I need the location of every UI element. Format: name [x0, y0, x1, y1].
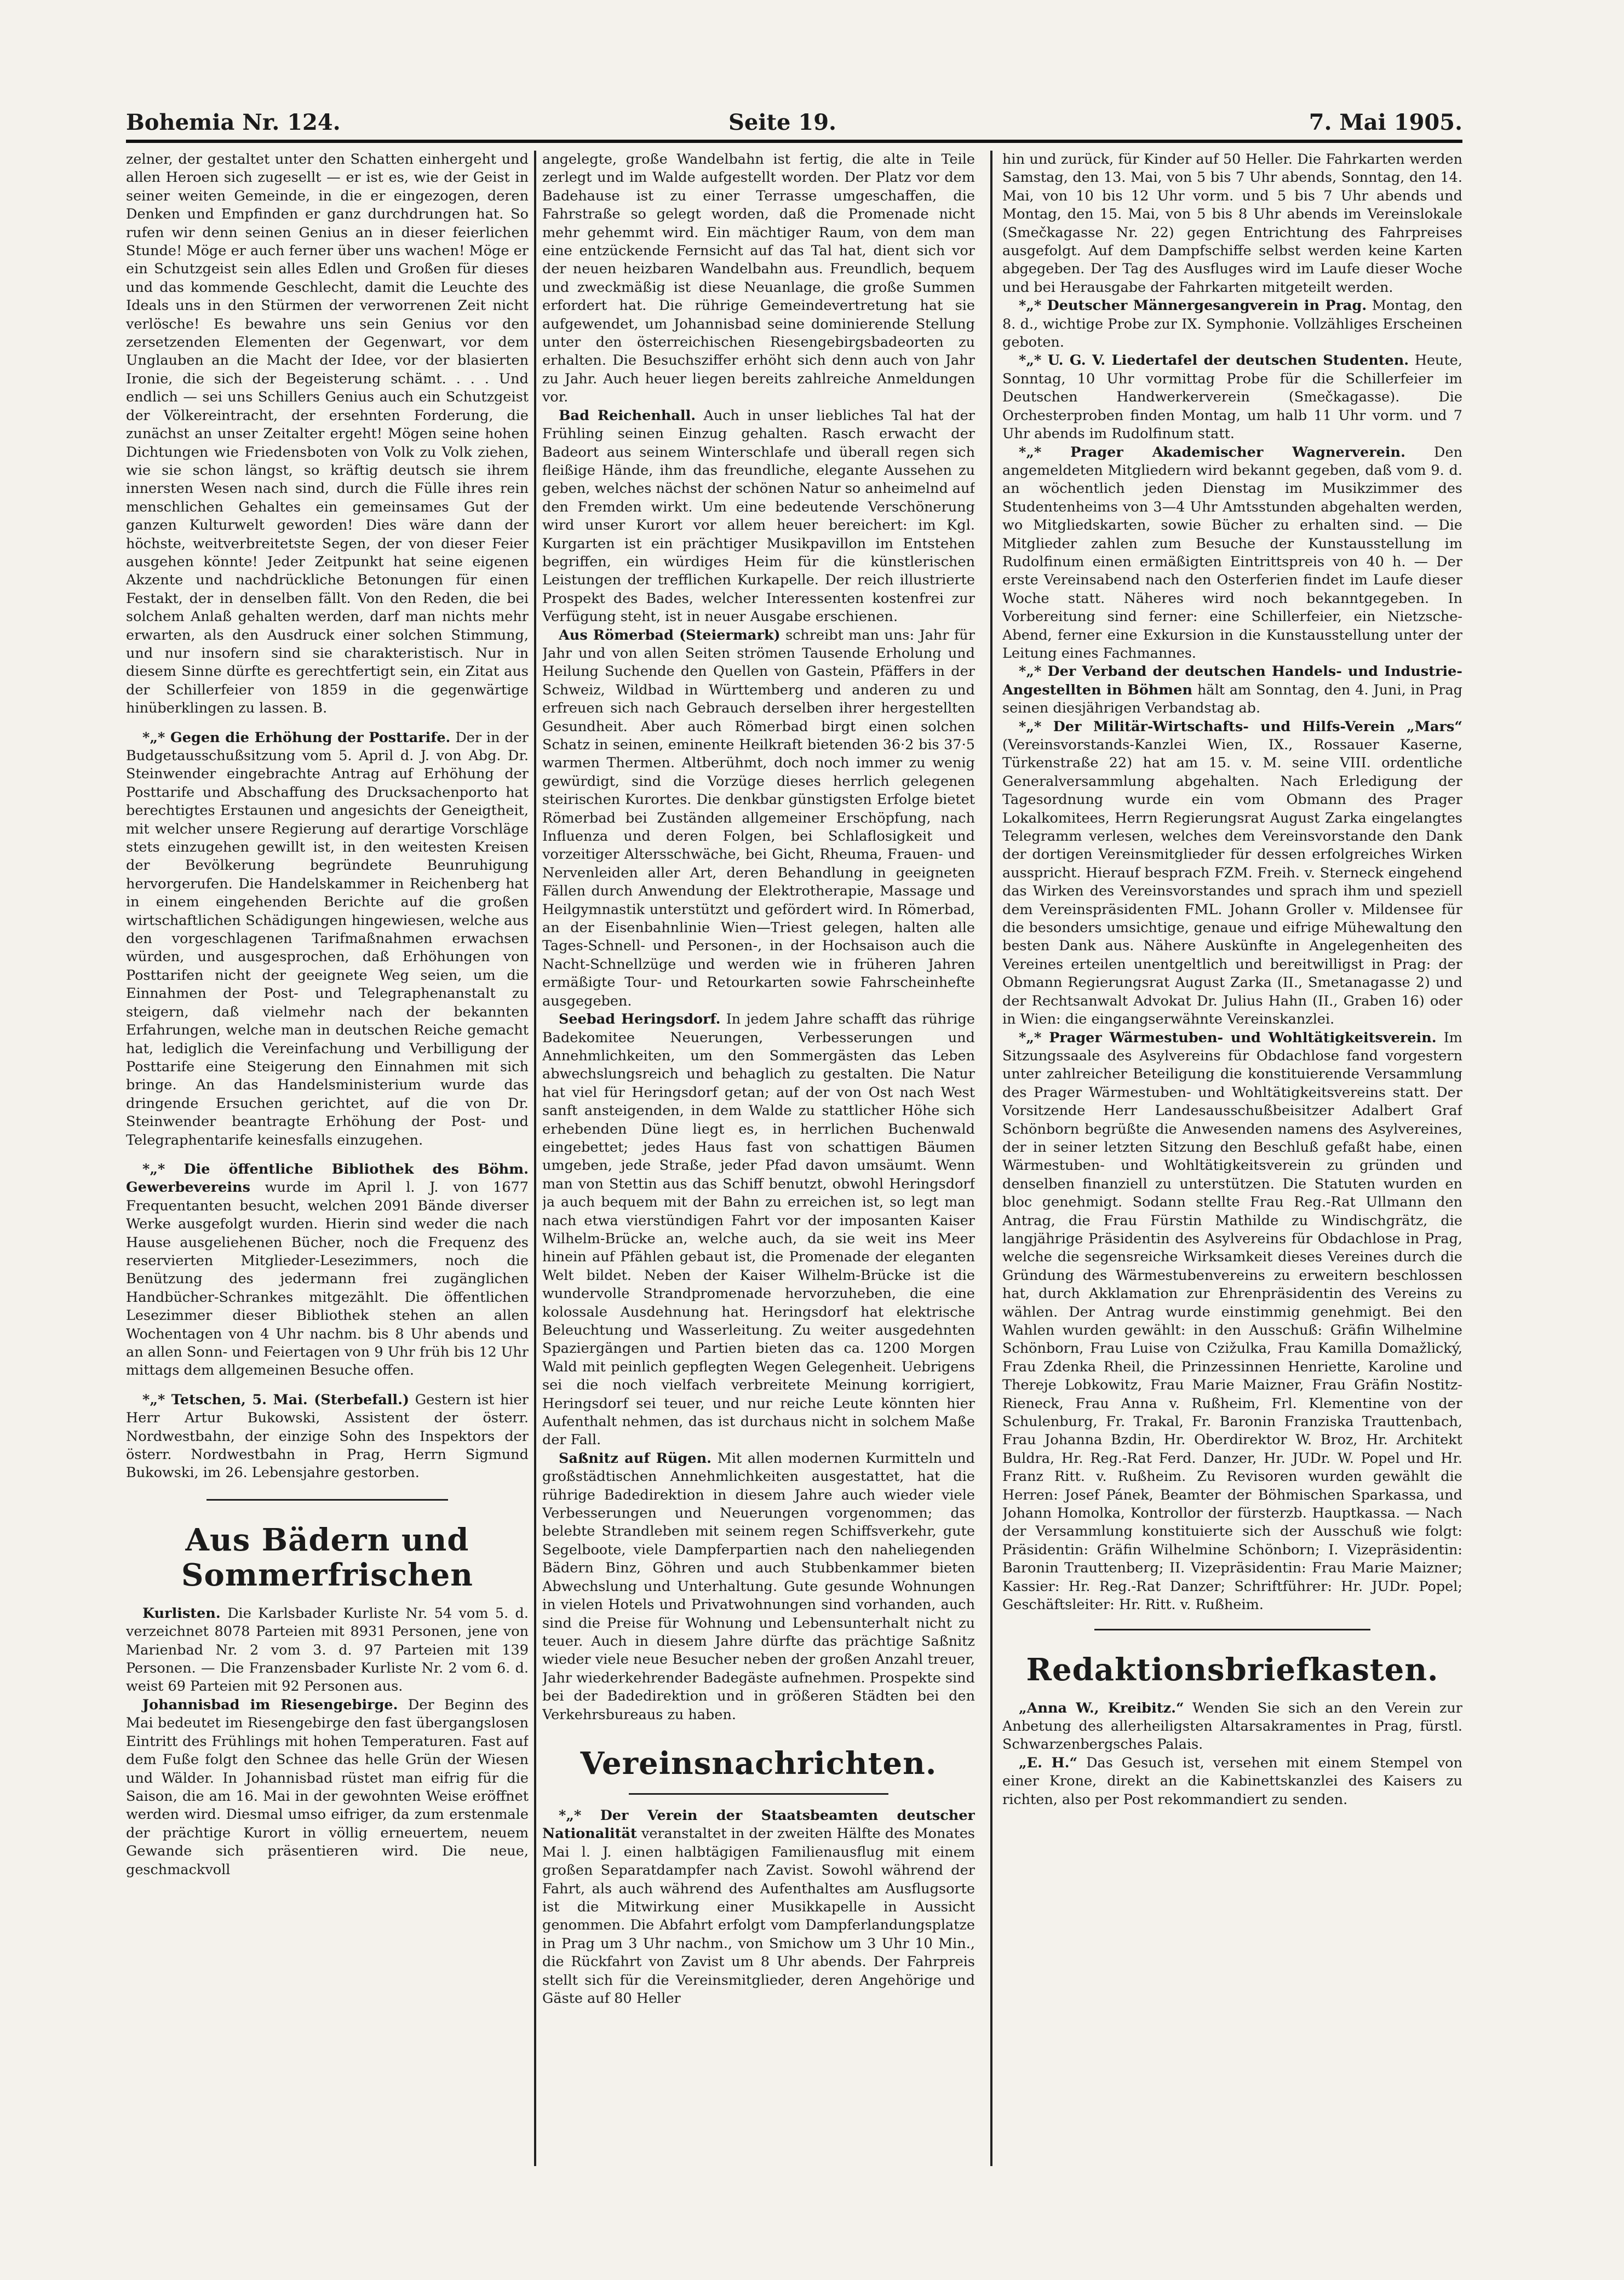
article-heading: Seebad Heringsdorf.	[559, 1011, 721, 1028]
article-heading: *„* Tetschen, 5. Mai. (Sterbefall.)	[142, 1391, 410, 1408]
article-paragraph	[1002, 297, 1462, 352]
article-paragraph	[126, 729, 529, 1150]
article-paragraph	[1002, 352, 1462, 443]
article-body: Heute, Sonntag, 10 Uhr vormittag Probe für die Schillerfeier im Deutschen Handwerkerverein (Smečkagasse). Die Orchesterproben finden Montag, um halb 11 Uhr vorm. und 7 Uhr abends im Rudolfinum statt.	[1002, 352, 1462, 443]
article-body: (Vereinsvorstands-Kanzlei Wien, IX., Rossauer Kaserne, Türkenstraße 22) hat am 15. v. M. seine VIII. ordentliche Generalversammlung abgehalten. Nach Erledigung der Tagesordnung wurde ein vom Obmann des Prager Lokalkomitees, Herrn Regierungsrat August Zarka eingelangtes Telegramm verlesen, welches dem Vereinsvorstande den Dank der dortigen Vereinsmitglieder für dessen erfolgreiches Wirken ausspricht. Hierauf besprach FZM. Freih. v. Sterneck eingehend das Wirken des Vereinsvorstandes und sprach ihm und speziell dem Vereinspräsidenten FML. Johann Groller v. Mildensee für die besonders umsichtige, genaue und eifrige Mühewaltung den besten Dank aus. Nähere Auskünfte in Angelegenheiten des Vereines erteilen unentgeltlich und bereitwilligst in Prag: der Obmann Regierungsrat August Zarka (II., Smetanagasse 2) und der Rechtsanwalt Advokat Dr. Julius Hahn (II., Graben 16) oder in Wien: die eingangserwähnte Vereinskanzlei.	[1002, 737, 1462, 1028]
article-body: Der in der Budgetausschußsitzung vom 5. April d. J. von Abg. Dr. Steinwender eingebrachte Antrag auf Erhöhung der Posttarife und Abschaffung des Drucksachenporto hat berechtigtes Erstaunen und angesichts der Geneigtheit, mit welcher unsere Regierung auf derartige Vorschläge stets einzugehen gewillt ist, in den weitesten Kreisen der Bevölkerung begründete Beunruhigung hervorgerufen. Die Handelskammer in Reichenberg hat in einem eingehenden Berichte auf die großen wirtschaftlichen Schädigungen hingewiesen, welche aus den vorgeschlagenen Tarifmaßnahmen erwachsen würden, und ausgesprochen, daß Erhöhungen von Posttarifen nicht der geeignete Weg seien, um die Einnahmen der Post- und Telegraphenanstalt zu steigern, daß vielmehr nach der bekannten Erfahrungen, welche man in deutschen Reiche gemacht hat, lediglich die Vereinfachung und Verbilligung der Posttarife eine Steigerung den Einnahmen mit sich bringe. An das Handelsministerium wurde das dringende Ersuchen gerichtet, auf die von Dr. Steinwender beantragte Erhöhung der Post- und Telegraphentarife keinesfalls einzugehen.	[126, 729, 529, 1148]
article-paragraph	[542, 1807, 975, 2008]
article-paragraph: zelner, der gestaltet unter den Schatten einhergeht und allen Heroen sich zugesellt — er ist es, wie der Geist in seiner weiten Gemeinde, in die er eingezogen, deren Denken und Empfinden er ganz durchdrungen hat. So rufen wir denn seinen Genius an in dieser feierlichen Stunde! Möge er auch ferner über uns wachen! Möge er ein Schutzgeist sein alles Edlen und Großen für dieses und das kommende Geschlecht, damit die Leuchte des Ideals uns in den Stürmen der verworrenen Zeit nicht verlösche! Es bewahre uns sein Genius vor den zersetzenden Elementen der Gegenwart, vor dem Unglauben an die Macht der Idee, vor der blasierten Ironie, die sich der Begeisterung schämt. . . . Und endlich — sei uns Schillers Genius auch ein Schutzgeist der Völkereintracht, der ersehnten Forderung, die zunächst an unser Zeitalter ergeht! Mögen seine hohen Dichtungen wie Friedensboten von Volk zu Volk ziehen, wie sie schon längst, so kräftig deutsch sie ihrem innersten Wesen nach sind, durch die Fülle ihres rein menschlichen Gehaltes ein gemeinsames Gut der ganzen Kulturwelt geworden! Dies wäre dann der höchste, weitverbreitetste Segen, der von dieser Feier ausgehen könnte! Jeder Zeitpunkt hat seine eigenen Akzente und nachdrückliche Betonungen für einen Festakt, der in denselben fällt. Von den Reden, die bei solchem Anlaß gehalten werden, darf man nichts mehr erwarten, als den Ausdruck einer solchen Stimmung, und nur insofern sind sie charakteristisch. Nur in diesem Sinne dürfte es gerechtfertigt sein, ein Zitat aus der Schillerfeier von 1859 in die gegenwärtige hinüberklingen zu lassen. B.	[126, 151, 529, 717]
article-body: Den angemeldeten Mitgliedern wird bekannt gegeben, daß vom 9. d. an wöchentlich jeden Dienstag im Musikzimmer des Studentenheims von 3—4 Uhr Amtsstunden abgehalten werden, wo Mitgliedskarten, sowie Bücher zu erhalten sind. — Die Mitglieder zahlen zum Besuche der Kunstausstellung im Rudolfinum einen ermäßigten Eintrittspreis von 40 h. — Der erste Vereinsabend nach den Osterferien findet im Laufe dieser Woche statt. Näheres wird noch bekanntgegeben. In Vorbereitung sind ferner: eine Schillerfeier, ein Nietzsche-Abend, ferner eine Exkursion in die Kunstausstellung unter der Leitung eines Fachmannes.	[1002, 444, 1462, 662]
article-paragraph	[542, 1450, 975, 1724]
article-heading: *„* Der Verein der Staatsbeamten deutscher Nationalität	[542, 1807, 975, 1842]
article-paragraph: angelegte, große Wandelbahn ist fertig, die alte in Teile zerlegt und im Walde aufgestellt worden. Der Platz vor dem Badehause ist zu einer Terrasse umgeschaffen, die Fahrstraße so gelegt worden, daß die Promenade nicht mehr gehemmt wird. Ein mächtiger Raum, von dem man eine entzückende Fernsicht auf das Tal hat, dient sich vor der neuen heizbaren Wandelbahn aus. Freundlich, bequem und zweckmäßig ist diese Neuanlage, die große Summen erfordert hat. Die rührige Gemeindevertretung hat sie aufgewendet, um Johannisbad seine dominierende Stellung unter den österreichischen Riesengebirgsbadeorten zu erhalten. Die Besuchsziffer erhöht sich denn auch von Jahr zu Jahr. Auch heuer liegen bereits zahlreiche Anmeldungen vor.	[542, 151, 975, 406]
section-title: Vereinsnachrichten.	[580, 1745, 937, 1782]
article-paragraph	[1002, 663, 1462, 717]
article-heading: *„* Der Verband der deutschen Handels- und Industrie-Angestellten in Böhmen	[1002, 663, 1462, 698]
column-divider	[534, 151, 536, 2166]
article-body: Die Karlsbader Kurliste Nr. 54 vom 5. d. verzeichnet 8078 Parteien mit 8931 Personen, jene von Marienbad Nr. 2 vom 3. d. 97 Parteien mit 139 Personen. — Die Franzensbader Kurliste Nr. 2 vom 6. d. weist 69 Parteien mit 92 Personen aus.	[126, 1605, 529, 1695]
article-body: veranstaltet in der zweiten Hälfte des Monates Mai l. J. einen halbtägigen Familienausflug mit einem großen Separatdampfer nach Zavist. Sowohl während der Fahrt, als auch während des Aufenthaltes am Ausflugsorte ist die Mitwirkung einer Musikkapelle in Aussicht genommen. Die Abfahrt erfolgt vom Dampferlandungsplatze in Prag um 3 Uhr nachm., von Smichow um 3 Uhr 10 Min., die Rückfahrt von Zavist um 8 Uhr abends. Der Fahrpreis stellt sich für die Vereinsmitglieder, deren Angehörige und Gäste auf 80 Heller	[542, 1825, 975, 2007]
article-paragraph	[1002, 718, 1462, 1029]
article-paragraph	[1002, 1029, 1462, 1615]
article-body: Auch in unser liebliches Tal hat der Frühling seinen Einzug gehalten. Rasch erwacht der Badeort aus seinem Winterschlafe und überall regen sich fleißige Hände, ihm das freundliche, elegante Aussehen zu geben, welches nächst der schönen Natur so anheimelnd auf den Fremden wirkt. Um eine bedeutende Verschönerung wird unser Kurort vor allem heuer bereichert: im Kgl. Kurgarten ist ein prächtiger Musikpavillon im Entstehen begriffen, ein würdiges Heim für die künstlerischen Leistungen der trefflichen Kurkapelle. Der reich illustrierte Prospekt des Bades, welcher Interessenten kostenfrei zur Verfügung steht, ist in neuer Ausgabe erschienen.	[542, 407, 975, 625]
article-paragraph	[1002, 1754, 1462, 1809]
article-paragraph	[542, 407, 975, 627]
text-column-3	[1002, 151, 1462, 2177]
article-heading: Kurlisten.	[142, 1605, 221, 1622]
article-heading: *„* Deutscher Männergesangverein in Prag.	[1019, 297, 1367, 314]
article-body: Der Beginn des Mai bedeutet im Riesengebirge den fast übergangslosen Eintritt des Frühlings mit hohen Temperaturen. Fast auf dem Fuße folgt den Schnee das helle Grün der Wiesen und Wälder. In Johannisbad rüstet man eifrig für die Saison, die am 16. Mai in der gewohnten Weise eröffnet werden wird. Diesmal umso eifriger, da zum erstenmale der prächtige Kurort in völlig erneuertem, neuem Gewande sich präsentieren wird. Die neue, geschmackvoll	[126, 1696, 529, 1878]
section-divider	[206, 1499, 448, 1501]
article-body: Wenden Sie sich an den Verein zur Anbetung des allerheiligsten Altarsakramentes in Prag, fürstl. Schwarzenbergsches Palais.	[1002, 1699, 1462, 1753]
article-body: Im Sitzungssaale des Asylvereins für Obdachlose fand vorgestern unter zahlreicher Beteiligung die konstituierende Versammlung des Prager Wärmestuben- und Wohltätigkeitsvereins statt. Der Vorsitzende Herr Landesausschußbeisitzer Adalbert Graf Schönborn begrüßte die Anwesenden namens des Asylvereines, der in seiner letzten Sitzung den Beschluß gefaßt habe, einen Wärmestuben- und Wohltätigkeitsverein zu gründen und denselben finanziell zu unterstützen. Die Statuten wurden en bloc genehmigt. Sodann stellte Frau Reg.-Rat Ullmann den Antrag, die Frau Fürstin Mathilde zu Windischgrätz, die langjährige Präsidentin des Asylvereins für Obdachlose in Prag, welche die segensreiche Wirksamkeit dieses Vereines durch die Gründung des Wärmestubenvereins zu erweitern beschlossen hat, durch Akklamation zur Ehrenpräsidentin des Vereins zu wählen. Der Antrag wurde einstimmig genehmigt. Bei den Wahlen wurden gewählt: in den Ausschuß: Gräfin Wilhelmine Schönborn, Frau Luise von Czižulka, Frau Kamilla Domažlický, Frau Zdenka Rheil, die Prinzessinnen Henriette, Karoline und Thereje Lobkowitz, Frau Marie Maizner, Frau Gräfin Nostitz-Rieneck, Frau Anna v. Rußheim, Frl. Klementine von der Schulenburg, Fr. Trakal, Fr. Baronin Franziska Trauttenbach, Frau Johanna Bzdin, Hr. Oberdirektor W. Broz, Hr. Architekt Buldra, Hr. Reg.-Rat Ferd. Danzer, Hr. JUDr. W. Popel und Hr. Franz Ritt. v. Rußheim. Zu Revisoren wurden gewählt die Herren: Josef Pánek, Beamter der Böhmischen Sparkassa, und Johann Homolka, Kontrollor der fürsterzb. Hauptkassa. — Nach der Versammlung konstituierte sich der Ausschuß wie folgt: Präsidentin: Gräfin Wilhelmine Schönborn; I. Vizepräsidentin: Baronin Trauttenberg; II. Vizepräsidentin: Frau Marie Maizner; Kassier: Hr. Reg.-Rat Danzer; Schriftführer: Hr. JUDr. Popel; Geschäftsleiter: Hr. Ritt. v. Rußheim.	[1002, 1029, 1462, 1613]
article-paragraph: hin und zurück, für Kinder auf 50 Heller. Die Fahrkarten werden Samstag, den 13. Mai, von 5 bis 7 Uhr abends, Sonntag, den 14. Mai, von 10 bis 12 Uhr vorm. und 5 bis 7 Uhr abends und Montag, den 15. Mai, von 5 bis 8 Uhr abends im Vereinslokale (Smečkagasse Nr. 22) gegen Entrichtung des Fahrpreises ausgefolgt. Auf dem Dampfschiffe selbst werden keine Karten abgegeben. Der Tag des Ausfluges wird im Laufe dieser Woche und bei Herausgabe der Fahrkarten mitgeteilt werden.	[1002, 151, 1462, 296]
article-heading: *„* U. G. V. Liedertafel der deutschen Studenten.	[1019, 352, 1409, 369]
text-column-1	[126, 151, 529, 2177]
article-body: schreibt man uns: Jahr für Jahr und von allen Seiten strömen Tausende Erholung und Heilung Suchende den Quellen von Gastein, Pfäffers in der Schweiz, Wildbad in Württemberg und anderen zu und erfreuen sich nach Gebrauch derselben ihrer hergestellten Gesundheit. Aber auch Römerbad birgt einen solchen Schatz in seinen, eminente Heilkraft bietenden 36·2 bis 37·5 warmen Thermen. Altberühmt, doch noch immer zu wenig gewürdigt, sind die Vorzüge dieses herrlich gelegenen steirischen Kurortes. Die denkbar günstigsten Erfolge bietet Römerbad bei Zuständen allgemeiner Erschöpfung, nach Influenza und deren Folgen, bei Schlaflosigkeit und vorzeitiger Altersschwäche, bei Gicht, Rheuma, Frauen- und Nervenleiden aller Art, deren Behandlung in geeigneten Fällen durch Anwendung der Elektrotherapie, Massage und Heilgymnastik unterstützt und gefördert wird. In Römerbad, an der Eisenbahnlinie Wien—Triest gelegen, halten alle Tages-Schnell- und Personen-, in der Hochsaison auch die Nacht-Schnellzüge und werden wie in früheren Jahren ermäßigte Tour- und Retourkarten sowie Fahrscheinhefte ausgegeben.	[542, 627, 975, 1009]
article-paragraph	[1002, 444, 1462, 663]
article-heading: *„* Gegen die Erhöhung der Posttarife.	[142, 729, 451, 746]
article-paragraph	[126, 1605, 529, 1696]
article-paragraph	[542, 627, 975, 1011]
article-paragraph	[126, 1391, 529, 1483]
article-body: Das Gesuch ist, versehen mit einem Stempel von einer Krone, direkt an die Kabinettskanzlei des Kaisers zu richten, also per Post rekommandiert zu senden.	[1002, 1754, 1462, 1808]
article-body: Montag, den 8. d., wichtige Probe zur IX. Symphonie. Vollzähliges Erscheinen geboten.	[1002, 297, 1462, 351]
article-body: wurde im April l. J. von 1677 Frequentanten besucht, welchen 2091 Bände diverser Werke ausgefolgt wurden. Hierin sind weder die nach Hause ausgeliehenen Bücher, noch die Frequenz des reservierten Mitglieder-Lesezimmers, noch die Benützung des jedermann frei zugänglichen Handbücher-Schrankes mitgezählt. Die öffentlichen Lesezimmer dieser Bibliothek stehen an allen Wochentagen von 4 Uhr nachm. bis 8 Uhr abends und an allen Sonn- und Feiertagen von 9 Uhr früh bis 12 Uhr mittags dem allgemeinen Besuche offen.	[126, 1179, 529, 1379]
issue-date: 7. Mai 1905.	[1309, 110, 1462, 135]
section-title: Redaktionsbriefkasten.	[1026, 1651, 1439, 1688]
section-divider	[1094, 1629, 1370, 1630]
article-body: In jedem Jahre schafft das rührige Badekomitee Neuerungen, Verbesserungen und Annehmlichkeiten, um den Sommergästen das Leben abwechslungsreich und behaglich zu gestalten. Die Natur hat viel für Heringsdorf getan; auf der von Ost nach West sanft ansteigenden, in dem Walde zu stattlicher Höhe sich erhebenden Düne liegt es, in herrlichen Buchenwald eingebettet; jedes Haus fast von schattigen Bäumen umgeben, jede Straße, jeder Pfad davon umsäumt. Wenn man von Stettin aus das Schiff benutzt, obwohl Heringsdorf ja auch bequem mit der Bahn zu erreichen ist, so legt man nach etwa vierstündigen Fahrt vor der imposanten Kaiser Wilhelm-Brücke an, welche auch, da sie weit ins Meer hinein auf Pfählen gebaut ist, die Promenade der eleganten Welt bildet. Neben der Kaiser Wilhelm-Brücke ist die wundervolle Strandpromenade hervorzuheben, die eine kolossale Ausdehnung hat. Heringsdorf hat elektrische Beleuchtung und Wasserleitung. Zu weiter ausgedehnten Spaziergängen und Partien bieten das ca. 1200 Morgen Wald mit peinlich gepflegten Wegen Gelegenheit. Uebrigens sei die noch vielfach verbreitete Meinung korrigiert, Heringsdorf sei teuer, und nur reiche Leute könnten hier Aufenthalt nehmen, das ist durchaus nicht in solchem Maße der Fall.	[542, 1011, 975, 1449]
article-heading: *„* Der Militär-Wirtschafts- und Hilfs-Verein „Mars“	[1019, 718, 1462, 735]
section-divider	[629, 1793, 888, 1795]
article-paragraph	[1002, 1699, 1462, 1754]
article-heading: Aus Römerbad (Steiermark)	[559, 627, 781, 644]
article-paragraph	[126, 1696, 529, 1879]
newspaper-issue: Bohemia Nr. 124.	[126, 110, 341, 135]
article-body: Mit allen modernen Kurmitteln und großstädtischen Annehmlichkeiten ausgestattet, hat die rührige Badedirektion in diesem Jahre auch wieder viele Verbesserungen und Neuerungen vorgenommen; das belebte Strandleben mit seinem regen Schiffsverkehr, gute Segelboote, viele Dampferpartien nach den naheliegenden Bädern Binz, Göhren und auch Stubbenkammer bieten Abwechslung und Unterhaltung. Gute gesunde Wohnungen in vielen Hotels und Privatwohnungen sind vorhanden, auch sind die Preise für Wohnung und Lebensunterhalt nicht zu teuer. Auch in diesem Jahre dürfte das prächtige Saßnitz wieder viele neue Besucher neben der großen Anzahl treuer, Jahr wiederkehrender Badegäste aufnehmen. Prospekte sind bei der Badedirektion und in größeren Städten bei den Verkehrsbureaus zu haben.	[542, 1450, 975, 1723]
column-divider	[990, 151, 992, 2166]
article-heading: „E. H.“	[1019, 1754, 1078, 1771]
article-heading: Johannisbad im Riesengebirge.	[142, 1696, 398, 1713]
section-title: Aus Bädern und Sommerfrischen	[181, 1521, 473, 1593]
article-heading: *„* Die öffentliche Bibliothek des Böhm. Gewerbevereins	[126, 1161, 529, 1196]
article-heading: „Anna W., Kreibitz.“	[1019, 1699, 1184, 1716]
article-paragraph	[542, 1010, 975, 1450]
page-number: Seite 19.	[728, 110, 836, 135]
article-heading: *„* Prager Akademischer Wagnerverein.	[1019, 444, 1405, 461]
article-body: Gestern ist hier Herr Artur Bukowski, Assistent der österr. Nordwestbahn, der einzige Sohn des Inspektors der österr. Nordwestbahn in Prag, Herrn Sigmund Bukowski, im 26. Lebensjahre gestorben.	[126, 1391, 529, 1481]
article-heading: *„* Prager Wärmestuben- und Wohltätigkeitsverein.	[1019, 1029, 1437, 1046]
article-heading: Saßnitz auf Rügen.	[559, 1450, 712, 1467]
page-header	[126, 107, 1462, 143]
article-heading: Bad Reichenhall.	[559, 407, 696, 424]
article-paragraph	[126, 1161, 529, 1380]
text-column-2	[542, 151, 975, 2177]
article-body: hält am Sonntag, den 4. Juni, in Prag seinen diesjährigen Verbandstag ab.	[1002, 681, 1462, 717]
